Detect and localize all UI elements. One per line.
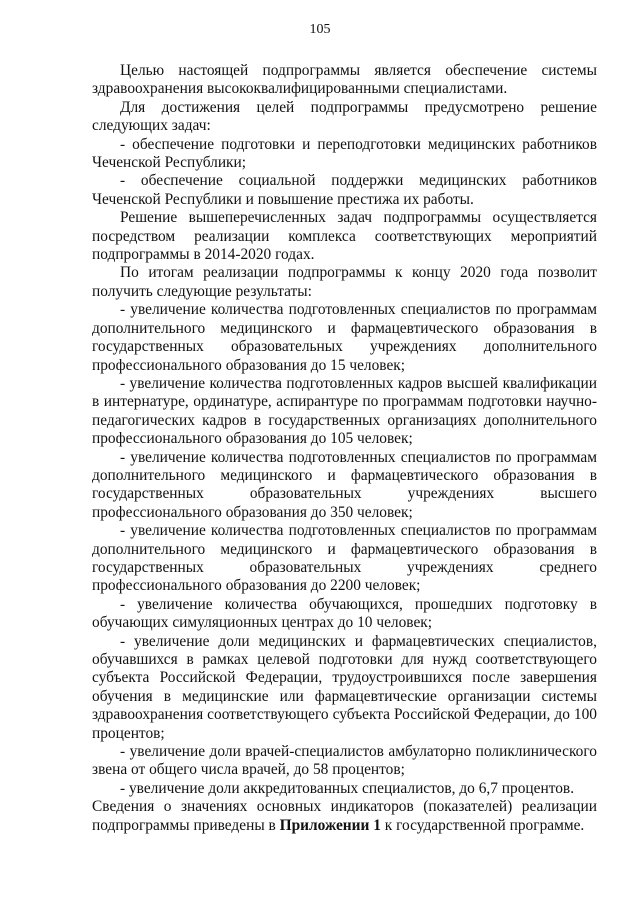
closing-text-end: к государственной программе. bbox=[380, 816, 585, 834]
task-item: - обеспечение социальной поддержки медицинских работников Чеченской Республики и повышение престижа их работы. bbox=[92, 172, 597, 208]
closing-paragraph bbox=[92, 798, 597, 835]
document-body bbox=[92, 62, 597, 835]
result-item: - увеличение количества подготовленных специалистов по программам дополнительного медицинского и фармацевтического образования в государственных образовательных учреждениях высшего профессионального образования до 350 человек; bbox=[92, 448, 597, 521]
result-item: - увеличение доли врачей-специалистов амбулаторно поликлинического звена от общего числа врачей, до 58 процентов; bbox=[92, 743, 597, 779]
result-item: - увеличение количества подготовленных специалистов по программам дополнительного медицинского и фармацевтического образования в государственных образовательных учреждениях среднего профессионального образования до 2200 человек; bbox=[92, 522, 597, 595]
tasks-intro-paragraph: Для достижения целей подпрограммы предусмотрено решение следующих задач: bbox=[92, 98, 597, 135]
solution-paragraph: Решение вышеперечисленных задач подпрограммы осуществляется посредством реализации комплекса соответствующих мероприятий подпрограммы в 2014-2020 годах. bbox=[92, 209, 597, 264]
closing-text-start: Сведения о значениях основных индикаторов (показателей) реализации подпрограммы приведены в bbox=[92, 798, 597, 834]
result-item: - увеличение доли медицинских и фармацевтических специалистов, обучавшихся в рамках целевой подготовки для нужд соответствующего субъекта Российской Федерации, трудоустроившихся после завершения обучения в медицинские или фармацевтические организации системы здравоохранения соответствующего субъекта Российской Федерации, до 100 процентов; bbox=[92, 632, 597, 742]
task-item: - обеспечение подготовки и переподготовки медицинских работников Чеченской Республики; bbox=[92, 135, 597, 172]
goal-paragraph: Целью настоящей подпрограммы является обеспечение системы здравоохранения высококвалифицированными специалистами. bbox=[92, 62, 597, 98]
result-item: - увеличение доли аккредитованных специалистов, до 6,7 процентов. bbox=[120, 779, 575, 797]
appendix-reference: Приложении 1 bbox=[279, 816, 381, 834]
result-item: - увеличение количества подготовленных кадров высшей квалификации в интернатуре, ординатуре, аспирантуре по программам подготовки научно-педагогических кадров в государственных организациях дополнительного профессионального образования до 105 человек; bbox=[92, 374, 597, 448]
results-intro-paragraph: По итогам реализации подпрограммы к концу 2020 года позволит получить следующие результаты: bbox=[92, 264, 597, 300]
result-item: - увеличение количества обучающихся, прошедших подготовку в обучающих симуляционных центрах до 10 человек; bbox=[92, 595, 597, 632]
result-item: - увеличение количества подготовленных специалистов по программам дополнительного медицинского и фармацевтического образования в государственных образовательных учреждениях дополнительного профессионального образования до 15 человек; bbox=[92, 301, 597, 374]
page-number: 105 bbox=[309, 22, 331, 37]
